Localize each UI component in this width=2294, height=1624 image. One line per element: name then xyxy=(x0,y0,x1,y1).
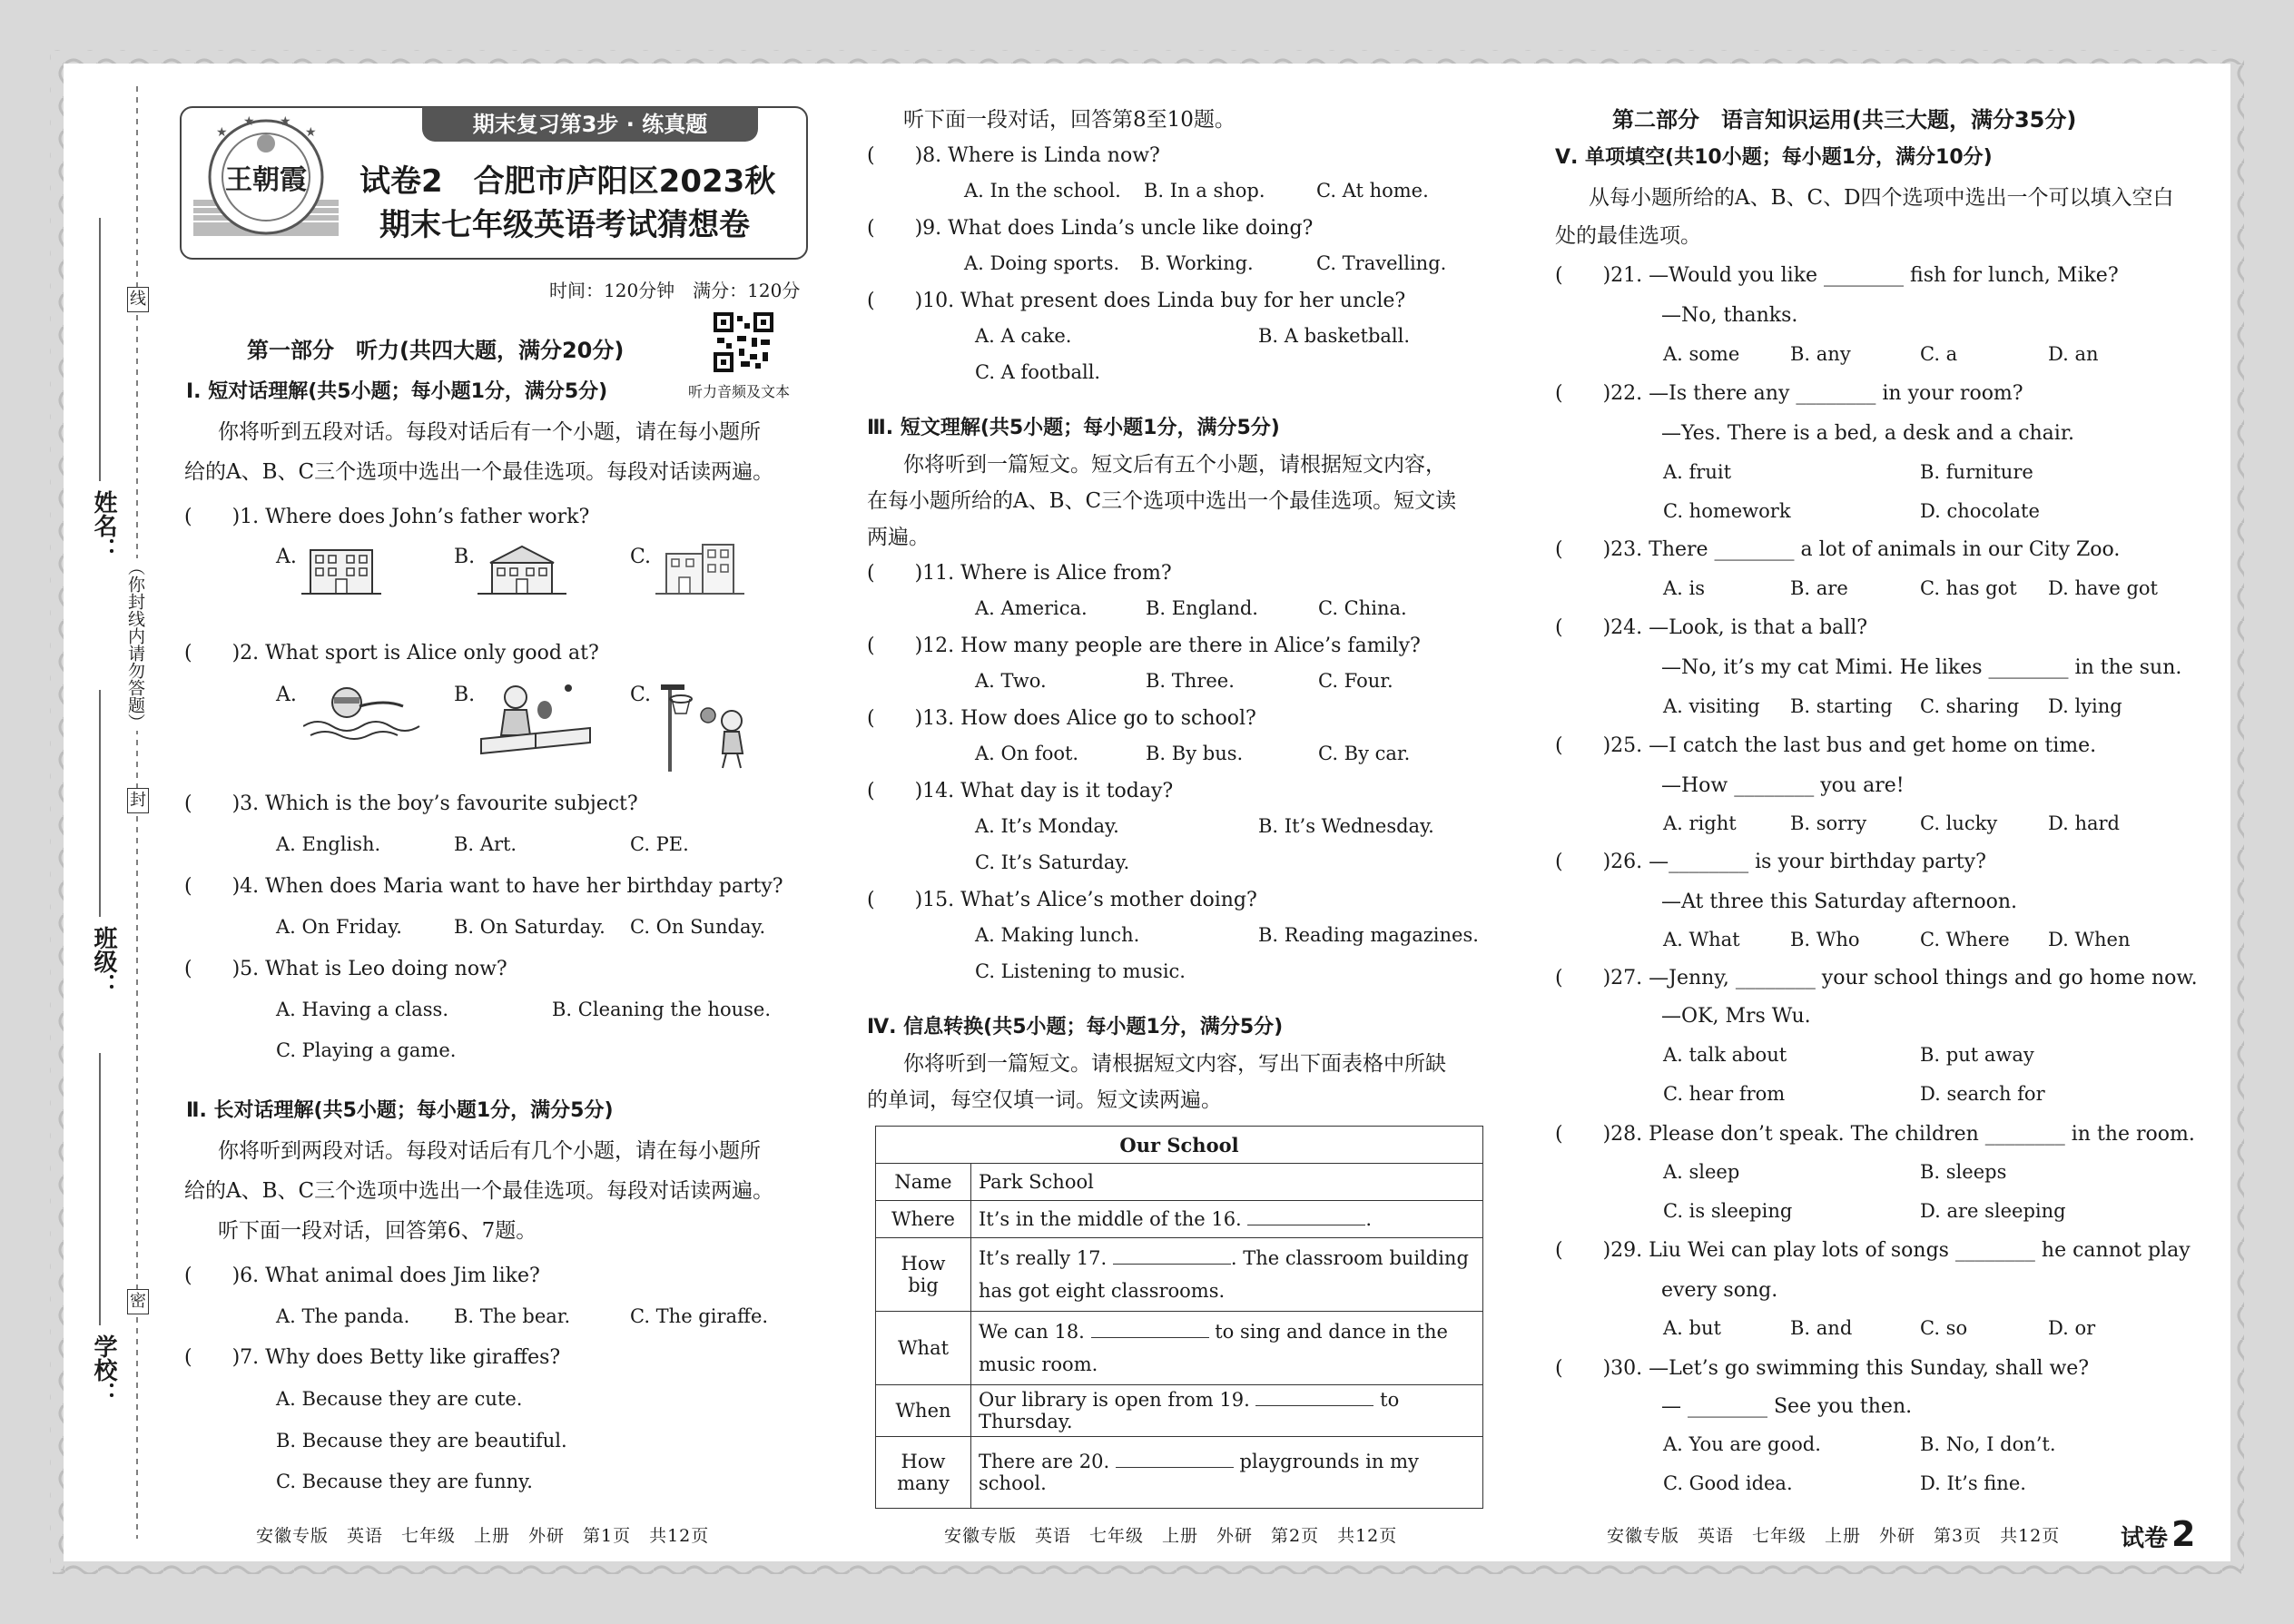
sec4-title: Ⅳ. 信息转换(共5小题；每小题1分，满分5分) xyxy=(867,1016,1284,1038)
q15-opt-b[interactable]: B. Reading magazines. xyxy=(1258,924,1479,946)
sec5-intro1: 从每小题所给的A、B、C、D四个选项中选出一个可以填入空白 xyxy=(1589,186,2174,210)
question-29-cont: every song. xyxy=(1661,1279,1778,1302)
sec3-intro3: 两遍。 xyxy=(867,526,930,549)
q29-opt-a[interactable]: A. but xyxy=(1663,1317,1721,1339)
q30-opt-b[interactable]: B. No, I don’t. xyxy=(1920,1433,2056,1455)
sec2-intro2: 给的A、B、C三个选项中选出一个最佳选项。每段对话读两遍。 xyxy=(184,1179,774,1203)
sec4-intro2: 的单词，每空仅填一词。短文读两遍。 xyxy=(867,1088,1222,1112)
q13-opt-c[interactable]: C. By car. xyxy=(1318,743,1411,764)
name-field-line[interactable] xyxy=(98,218,102,481)
table-row: What We can 18. to sing and dance in the music room. xyxy=(876,1312,1483,1385)
q9-opt-c[interactable]: C. Travelling. xyxy=(1316,252,1447,274)
office-building-icon[interactable] xyxy=(301,543,381,599)
question-4: ( )4. When does Maria want to have her birthday party? xyxy=(184,875,783,898)
q21-opt-d[interactable]: D. an xyxy=(2048,343,2099,365)
question-25-reply: —How ________ you are! xyxy=(1661,774,1905,797)
q24-opt-a[interactable]: A. visiting xyxy=(1663,695,1760,717)
q10-opt-a[interactable]: A. A cake. xyxy=(975,325,1072,347)
question-28: ( )28. Please don’t speak. The children ________ in the room. xyxy=(1555,1123,2195,1146)
question-26-reply: —At three this Saturday afternoon. xyxy=(1661,891,2018,913)
sec5-intro2: 处的最佳选项。 xyxy=(1555,224,1701,248)
q27-opt-b[interactable]: B. put away xyxy=(1920,1044,2034,1066)
sec2-intro3: 听下面一段对话，回答第6、7题。 xyxy=(218,1219,537,1243)
q13-opt-a[interactable]: A. On foot. xyxy=(975,743,1079,764)
svg-text:★: ★ xyxy=(305,125,317,140)
question-30: ( )30. —Let’s go swimming this Sunday, shall we? xyxy=(1555,1357,2090,1380)
q9-opt-b[interactable]: B. Working. xyxy=(1140,252,1254,274)
q27-opt-d[interactable]: D. search for xyxy=(1920,1083,2045,1105)
part2-heading: 第二部分 语言知识运用(共三大题，满分35分) xyxy=(1612,107,2077,133)
table-row: When Our library is open from 19. to Thursday. xyxy=(876,1385,1483,1437)
sec1-intro2: 给的A、B、C三个选项中选出一个最佳选项。每段对话读两遍。 xyxy=(184,460,774,484)
svg-text:★: ★ xyxy=(280,114,291,129)
q25-opt-c[interactable]: C. lucky xyxy=(1920,812,1998,834)
q11-opt-a[interactable]: A. America. xyxy=(975,597,1088,619)
question-15: ( )15. What’s Alice’s mother doing? xyxy=(867,889,1257,911)
name-label: 姓名： xyxy=(90,490,117,561)
q26-opt-d[interactable]: D. When xyxy=(2048,929,2131,950)
q6-opt-c[interactable]: C. The giraffe. xyxy=(630,1305,769,1327)
sec4-intro1: 你将听到一篇短文。请根据短文内容，写出下面表格中所缺 xyxy=(903,1052,1446,1076)
q28-opt-c[interactable]: C. is sleeping xyxy=(1663,1200,1793,1222)
question-30-reply: — ________ See you then. xyxy=(1661,1395,1913,1418)
q12-opt-b[interactable]: B. Three. xyxy=(1146,670,1235,692)
q5-opt-a[interactable]: A. Having a class. xyxy=(276,999,448,1020)
q3-opt-b[interactable]: B. Art. xyxy=(454,833,517,855)
q23-opt-c[interactable]: C. has got xyxy=(1920,577,2017,599)
q25-opt-a[interactable]: A. right xyxy=(1663,812,1737,834)
question-23: ( )23. There ________ a lot of animals in our City Zoo. xyxy=(1555,538,2121,561)
q1-opt-a[interactable]: A. xyxy=(276,546,297,568)
question-1: ( )1. Where does John’s father work? xyxy=(184,506,590,528)
q1-opt-b[interactable]: B. xyxy=(454,546,476,568)
question-9: ( )9. What does Linda’s uncle like doing? xyxy=(867,217,1314,240)
blank-18[interactable] xyxy=(1091,1337,1209,1338)
q24-opt-c[interactable]: C. sharing xyxy=(1920,695,2020,717)
sec3-title: Ⅲ. 短文理解(共5小题；每小题1分，满分5分) xyxy=(867,417,1280,439)
binding-seal2-label: 密 xyxy=(127,1289,149,1314)
q13-opt-b[interactable]: B. By bus. xyxy=(1146,743,1244,764)
exam-title-line1: 试卷2 合肥市庐阳区2023秋 xyxy=(359,163,776,200)
binding-seal-label: 封 xyxy=(127,788,149,813)
question-29: ( )29. Liu Wei can play lots of songs ________ he cannot play xyxy=(1555,1239,2191,1262)
q11-opt-c[interactable]: C. China. xyxy=(1318,597,1407,619)
q4-opt-c[interactable]: C. On Sunday. xyxy=(630,916,766,938)
qr-caption: 听力音频及文本 xyxy=(688,383,791,400)
table-row: Where It’s in the middle of the 16. . xyxy=(876,1201,1483,1238)
q14-opt-c[interactable]: C. It’s Saturday. xyxy=(975,851,1130,873)
q8-opt-c[interactable]: C. At home. xyxy=(1316,180,1429,202)
q10-opt-c[interactable]: C. A football. xyxy=(975,361,1101,383)
sec3-intro1: 你将听到一篇短文。短文后有五个小题，请根据短文内容， xyxy=(903,453,1446,477)
q8-opt-a[interactable]: A. In the school. xyxy=(964,180,1121,202)
blank-19[interactable] xyxy=(1255,1405,1373,1406)
school-field-line[interactable] xyxy=(98,1053,102,1325)
question-24-reply: —No, it’s my cat Mimi. He likes ________ in the sun. xyxy=(1661,656,2182,679)
q5-opt-c[interactable]: C. Playing a game. xyxy=(276,1039,457,1061)
question-22-reply: —Yes. There is a bed, a desk and a chair. xyxy=(1661,422,2074,445)
q22-opt-b[interactable]: B. furniture xyxy=(1920,461,2033,483)
paper-tag: 试卷 2 xyxy=(2121,1514,2196,1554)
q14-opt-b[interactable]: B. It’s Wednesday. xyxy=(1258,815,1434,837)
q28-opt-a[interactable]: A. sleep xyxy=(1663,1161,1740,1183)
school-label: 学校： xyxy=(90,1334,117,1405)
q21-opt-a[interactable]: A. some xyxy=(1663,343,1740,365)
q21-opt-c[interactable]: C. a xyxy=(1920,343,1958,365)
q24-opt-b[interactable]: B. starting xyxy=(1790,695,1893,717)
swimming-icon[interactable] xyxy=(303,679,421,743)
q4-opt-b[interactable]: B. On Saturday. xyxy=(454,916,605,938)
q21-opt-b[interactable]: B. any xyxy=(1790,343,1851,365)
q28-opt-d[interactable]: D. are sleeping xyxy=(1920,1200,2066,1222)
svg-text:★: ★ xyxy=(216,125,228,140)
exam-title-line2: 期末七年级英语考试猜想卷 xyxy=(379,207,750,243)
step-banner: 期末复习第3步 · 练真题 xyxy=(422,107,758,142)
hospital-building-icon[interactable] xyxy=(655,543,744,601)
q29-opt-d[interactable]: D. or xyxy=(2048,1317,2096,1339)
q7-opt-a[interactable]: A. Because they are cute. xyxy=(276,1388,523,1410)
q25-opt-d[interactable]: D. hard xyxy=(2048,812,2120,834)
q23-opt-a[interactable]: A. is xyxy=(1663,577,1706,599)
q28-opt-b[interactable]: B. sleeps xyxy=(1920,1161,2007,1183)
svg-text:★: ★ xyxy=(243,114,255,129)
q22-opt-a[interactable]: A. fruit xyxy=(1663,461,1732,483)
question-5: ( )5. What is Leo doing now? xyxy=(184,958,507,980)
table-row: How big It’s really 17. . The classroom building has got eight classrooms. xyxy=(876,1238,1483,1312)
question-25: ( )25. —I catch the last bus and get home on time. xyxy=(1555,734,2097,757)
school-building-icon[interactable] xyxy=(478,543,566,599)
blank-17[interactable] xyxy=(1113,1264,1231,1265)
q7-opt-c[interactable]: C. Because they are funny. xyxy=(276,1471,533,1492)
q2-opt-a[interactable]: A. xyxy=(276,684,297,706)
table-row: How many There are 20. playgrounds in my school. xyxy=(876,1437,1483,1509)
q26-opt-c[interactable]: C. Where xyxy=(1920,929,2010,950)
q30-opt-d[interactable]: D. It’s fine. xyxy=(1920,1472,2026,1494)
q10-opt-b[interactable]: B. A basketball. xyxy=(1258,325,1411,347)
q26-opt-b[interactable]: B. Who xyxy=(1790,929,1860,950)
paper-number: 2 xyxy=(2171,1514,2196,1554)
q5-opt-b[interactable]: B. Cleaning the house. xyxy=(552,999,772,1020)
q9-opt-a[interactable]: A. Doing sports. xyxy=(964,252,1120,274)
table-title: Our School xyxy=(876,1127,1483,1164)
question-10: ( )10. What present does Linda buy for her uncle? xyxy=(867,290,1406,312)
table-row: Name Park School xyxy=(876,1164,1483,1201)
sec1-title: Ⅰ. 短对话理解(共5小题；每小题1分，满分5分) xyxy=(186,380,608,403)
q27-opt-a[interactable]: A. talk about xyxy=(1663,1044,1787,1066)
qr-code-icon[interactable] xyxy=(714,312,773,372)
q12-opt-c[interactable]: C. Four. xyxy=(1318,670,1393,692)
question-27: ( )27. —Jenny, ________ your school things and go home now. xyxy=(1555,967,2198,989)
sec2-intro4: 听下面一段对话，回答第8至10题。 xyxy=(903,108,1236,132)
sec1-intro1: 你将听到五段对话。每段对话后有一个小题，请在每小题所 xyxy=(218,420,761,444)
blank-20[interactable] xyxy=(1116,1467,1234,1468)
svg-text:王朝霞: 王朝霞 xyxy=(225,164,307,196)
question-3: ( )3. Which is the boy’s favourite subject? xyxy=(184,792,638,815)
sec5-title: Ⅴ. 单项填空(共10小题；每小题1分，满分10分) xyxy=(1555,146,1993,169)
q2-opt-c[interactable]: C. xyxy=(630,684,652,706)
sec2-title: Ⅱ. 长对话理解(共5小题；每小题1分，满分5分) xyxy=(186,1099,614,1122)
q30-opt-c[interactable]: C. Good idea. xyxy=(1663,1472,1793,1494)
q25-opt-b[interactable]: B. sorry xyxy=(1790,812,1867,834)
question-21-reply: —No, thanks. xyxy=(1661,304,1798,327)
q29-opt-c[interactable]: C. so xyxy=(1920,1317,1968,1339)
question-12: ( )12. How many people are there in Alice’s family? xyxy=(867,635,1421,657)
q3-opt-c[interactable]: C. PE. xyxy=(630,833,689,855)
question-24: ( )24. —Look, is that a ball? xyxy=(1555,616,1868,639)
binding-note: （你封线内请勿答题） xyxy=(123,558,148,731)
q26-opt-a[interactable]: A. What xyxy=(1663,929,1740,950)
q23-opt-d[interactable]: D. have got xyxy=(2048,577,2158,599)
q22-opt-c[interactable]: C. homework xyxy=(1663,500,1791,522)
q8-opt-b[interactable]: B. In a shop. xyxy=(1144,180,1265,202)
q15-opt-c[interactable]: C. Listening to music. xyxy=(975,960,1186,982)
q29-opt-b[interactable]: B. and xyxy=(1790,1317,1853,1339)
question-6: ( )6. What animal does Jim like? xyxy=(184,1265,540,1287)
brand-logo-icon xyxy=(189,109,343,245)
class-field-line[interactable] xyxy=(98,690,102,917)
sec2-intro1: 你将听到两段对话。每段对话后有几个小题，请在每小题所 xyxy=(218,1139,761,1163)
binding-line-label: 线 xyxy=(127,287,149,312)
q14-opt-a[interactable]: A. It’s Monday. xyxy=(975,815,1119,837)
table-tennis-icon[interactable] xyxy=(478,679,594,761)
question-14: ( )14. What day is it today? xyxy=(867,780,1174,802)
q30-opt-a[interactable]: A. You are good. xyxy=(1663,1433,1821,1455)
q11-opt-b[interactable]: B. England. xyxy=(1146,597,1258,619)
q4-opt-a[interactable]: A. On Friday. xyxy=(276,916,402,938)
question-2: ( )2. What sport is Alice only good at? xyxy=(184,642,599,664)
footer-page-3: 安徽专版 英语 七年级 上册 外研 第3页 共12页 xyxy=(1607,1526,2061,1546)
q6-opt-b[interactable]: B. The bear. xyxy=(454,1305,571,1327)
q2-opt-b[interactable]: B. xyxy=(454,684,476,706)
part1-heading: 第一部分 听力(共四大题，满分20分) xyxy=(247,338,625,363)
q23-opt-b[interactable]: B. are xyxy=(1790,577,1848,599)
q15-opt-a[interactable]: A. Making lunch. xyxy=(975,924,1140,946)
q27-opt-c[interactable]: C. hear from xyxy=(1663,1083,1786,1105)
class-label: 班级： xyxy=(90,926,117,997)
q3-opt-a[interactable]: A. English. xyxy=(276,833,381,855)
question-21: ( )21. —Would you like ________ fish for lunch, Mike? xyxy=(1555,264,2119,287)
q1-opt-c[interactable]: C. xyxy=(630,546,652,568)
question-22: ( )22. —Is there any ________ in your room? xyxy=(1555,382,2023,405)
footer-page-2: 安徽专版 英语 七年级 上册 外研 第2页 共12页 xyxy=(944,1526,1398,1546)
question-26: ( )26. —________ is your birthday party? xyxy=(1555,851,1986,873)
question-13: ( )13. How does Alice go to school? xyxy=(867,707,1256,730)
basketball-icon[interactable] xyxy=(654,679,753,772)
q12-opt-a[interactable]: A. Two. xyxy=(975,670,1047,692)
q6-opt-a[interactable]: A. The panda. xyxy=(276,1305,410,1327)
question-11: ( )11. Where is Alice from? xyxy=(867,562,1172,585)
q24-opt-d[interactable]: D. lying xyxy=(2048,695,2122,717)
footer-page-1: 安徽专版 英语 七年级 上册 外研 第1页 共12页 xyxy=(256,1526,710,1546)
our-school-table xyxy=(875,1126,1483,1509)
sec3-intro2: 在每小题所给的A、B、C三个选项中选出一个最佳选项。短文读 xyxy=(867,489,1457,513)
q22-opt-d[interactable]: D. chocolate xyxy=(1920,500,2040,522)
question-7: ( )7. Why does Betty like giraffes? xyxy=(184,1346,561,1369)
time-info: 时间：120分钟 满分：120分 xyxy=(549,280,801,301)
question-8: ( )8. Where is Linda now? xyxy=(867,144,1160,167)
question-27-reply: —OK, Mrs Wu. xyxy=(1661,1005,1811,1028)
q7-opt-b[interactable]: B. Because they are beautiful. xyxy=(276,1430,567,1452)
